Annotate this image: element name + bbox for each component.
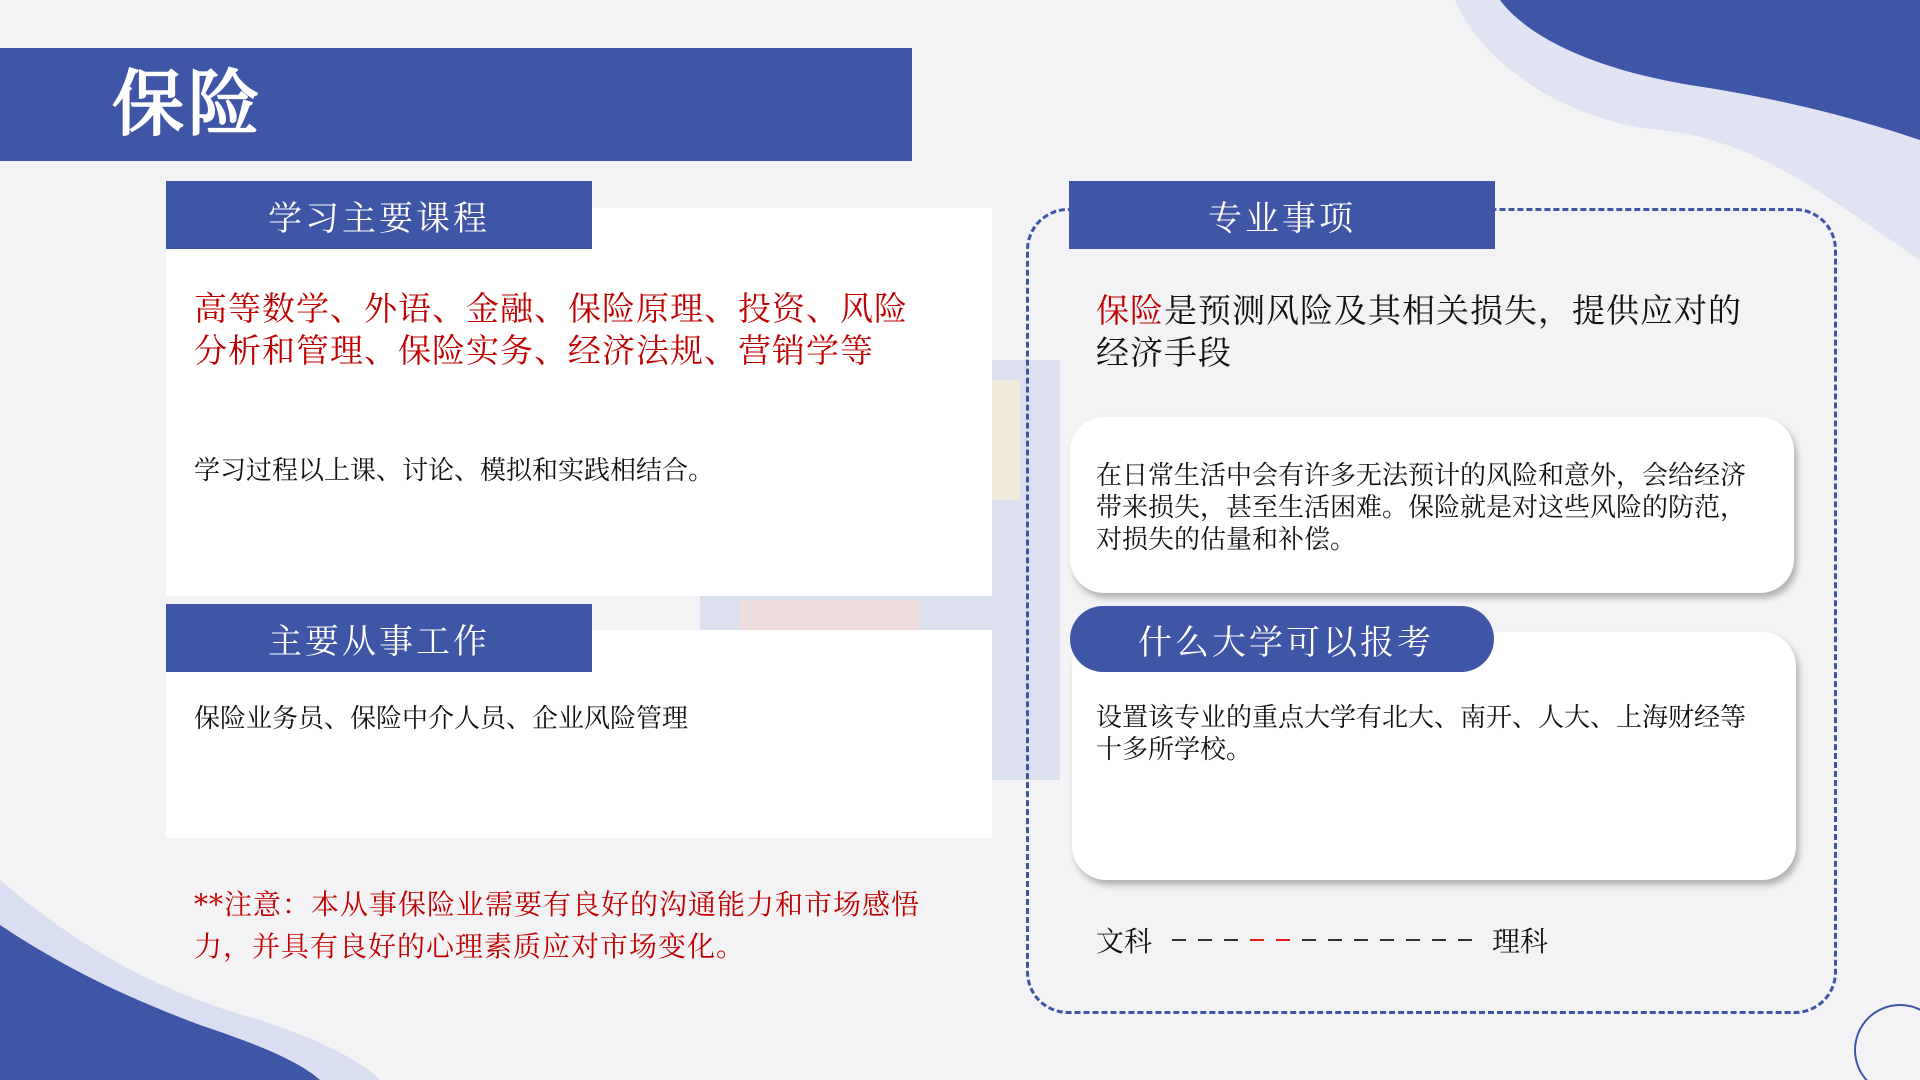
course-method: 学习过程以上课、讨论、模拟和实践相结合。 [194, 456, 715, 486]
major-heading: 专业事项 [1208, 198, 1356, 239]
note-text: **注意：本从事保险业需要有良好的沟通能力和市场感悟力，并具有良好的心理素质应对市场变化。 [194, 888, 921, 963]
title-bar [0, 48, 912, 161]
scale-marker-dash [1276, 939, 1290, 941]
jobs-tab [166, 604, 592, 672]
scale-dash [1354, 939, 1368, 941]
jobs-heading: 主要从事工作 [268, 621, 490, 662]
scale-dash [1406, 939, 1420, 941]
courses-heading: 学习主要课程 [268, 198, 490, 239]
scale-marker-dash [1250, 939, 1264, 941]
scale-dash [1380, 939, 1394, 941]
scale-dash [1224, 939, 1238, 941]
universities-heading: 什么大学可以报考 [1138, 622, 1434, 663]
scale-dash [1328, 939, 1342, 941]
scale-dashes [1172, 939, 1484, 941]
course-subjects: 高等数学、外语、金融、保险原理、投资、风险分析和管理、保险实务、经济法规、营销学等 [194, 289, 908, 370]
courses-panel [166, 208, 992, 596]
major-definition-text: 是预测风险及其相关损失，提供应对的经济手段 [1096, 291, 1742, 372]
scale-dash [1172, 939, 1186, 941]
scale-dash [1432, 939, 1446, 941]
universities-text: 设置该专业的重点大学有北大、南开、人大、上海财经等十多所学校。 [1096, 703, 1747, 765]
job-list: 保险业务员、保险中介人员、企业风险管理 [194, 704, 689, 734]
corner-circle [1855, 1005, 1920, 1080]
major-description: 在日常生活中会有许多无法预计的风险和意外，会给经济带来损失，甚至生活困难。保险就是对这些风险的防范，对损失的估量和补偿。 [1096, 461, 1747, 555]
courses-tab [166, 181, 592, 249]
major-definition [1096, 290, 1756, 374]
universities-tab [1070, 606, 1494, 672]
arts-science-scale [1096, 920, 1548, 960]
major-tab [1069, 181, 1495, 249]
scale-dash [1302, 939, 1316, 941]
scale-dash [1458, 939, 1472, 941]
major-term: 保险 [1096, 291, 1164, 330]
scale-right-label: 理科 [1492, 925, 1549, 958]
page-title: 保险 [112, 62, 265, 146]
scale-left-label: 文科 [1096, 925, 1153, 958]
scale-dash [1198, 939, 1212, 941]
